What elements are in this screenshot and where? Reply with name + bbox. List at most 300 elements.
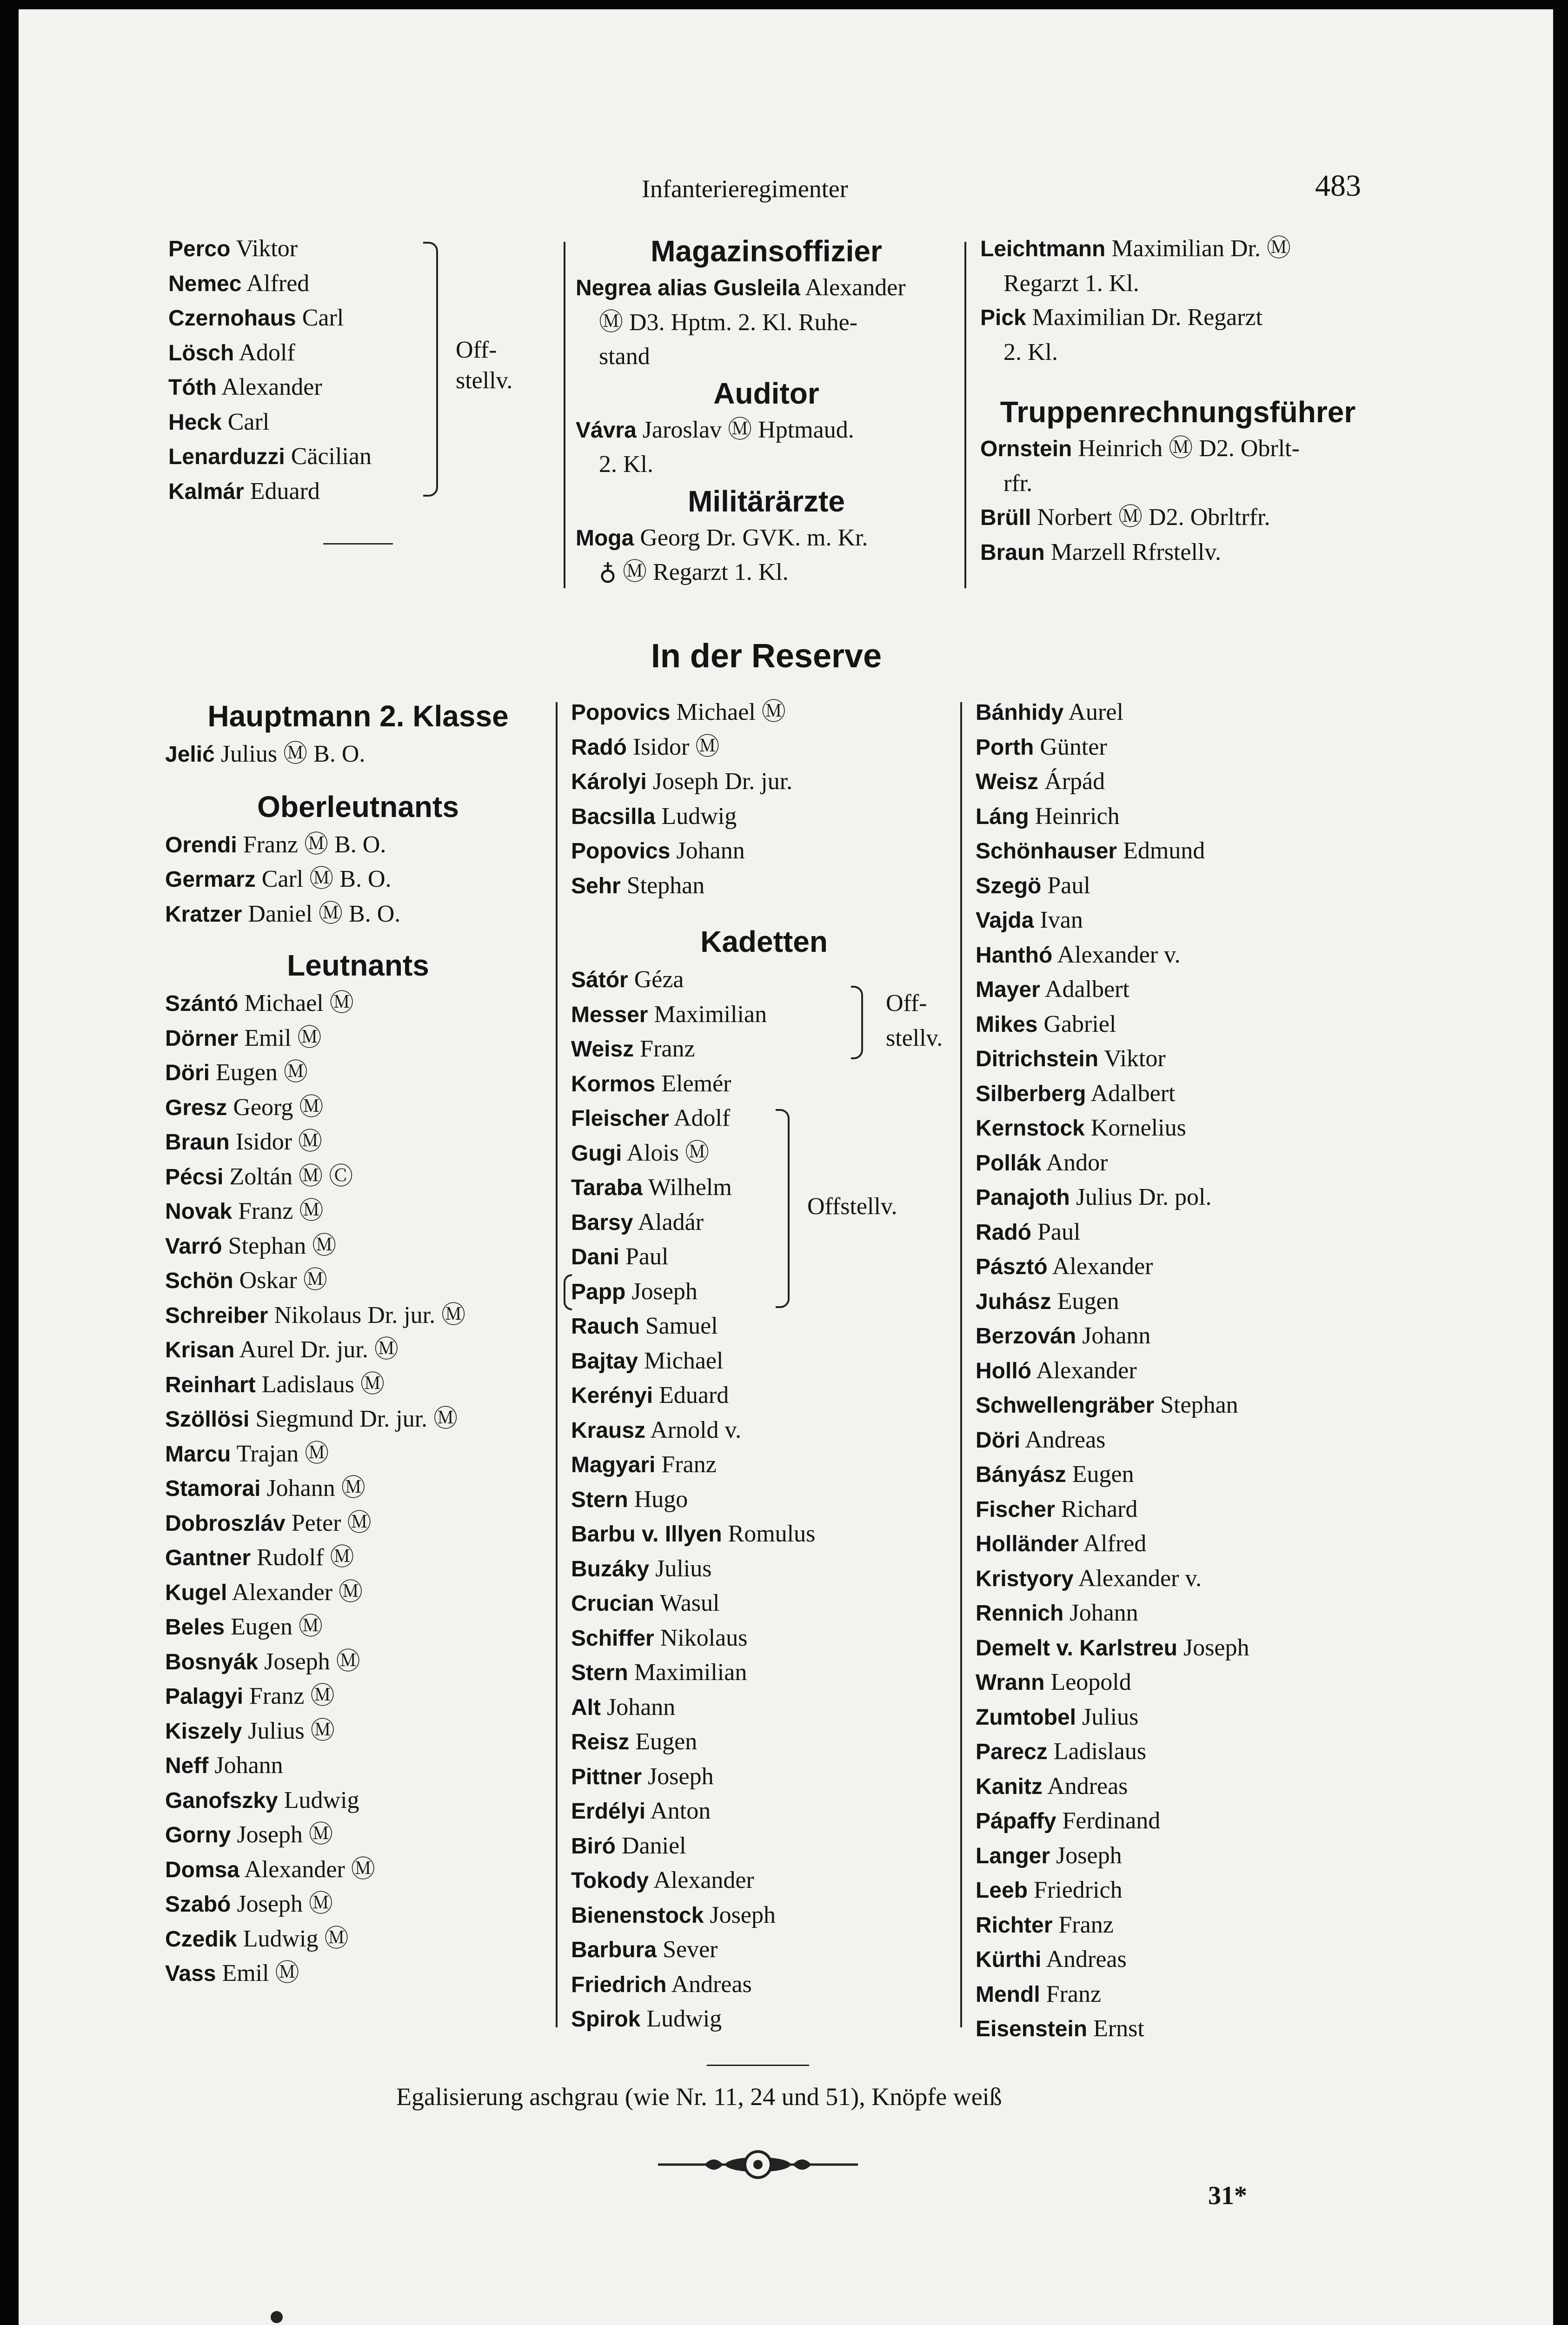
off-group-entry (168, 266, 372, 301)
reserve-name-surname: Rennich (976, 1601, 1064, 1626)
auditor-heading: Auditor (713, 376, 819, 410)
leutnants-list (165, 986, 551, 1991)
reserve-name-entry (976, 1388, 1394, 1423)
leutnant-surname: Domsa (165, 1857, 240, 1882)
kadett-surname: Papp (571, 1279, 626, 1304)
reserve-name-given: Johann (1070, 1600, 1138, 1626)
kadett-entry (571, 1829, 957, 1864)
kadett-given: Elemér (661, 1070, 731, 1097)
leutnant-entry (165, 1645, 551, 1680)
aerzte-line1: Georg Dr. GVK. m. Kr. (640, 524, 868, 551)
oberleutnant-surname: Orendi (165, 832, 237, 857)
off-group-given: Carl (227, 408, 270, 435)
jelic-rest: Julius Ⓜ B. O. (220, 741, 365, 767)
kadett-surname: Weisz (571, 1037, 634, 1062)
kadett-entry (571, 1482, 957, 1517)
leutnant-entry (165, 1783, 551, 1818)
leutnant-given: Ludwig (284, 1787, 359, 1814)
bruell-rest: Norbert Ⓜ D2. Obrltrfr. (1037, 504, 1270, 531)
reserve-name-surname: Mikes (976, 1012, 1038, 1037)
reserve-name-given: Julius Dr. pol. (1076, 1184, 1212, 1210)
reserve-name-entry (976, 695, 1394, 730)
off-group-surname: Czernohaus (168, 306, 296, 331)
leutnant-given: Oskar Ⓜ (239, 1267, 327, 1294)
off-group-surname: Lenarduzzi (168, 445, 285, 469)
braun-rest: Marzell Rfrstellv. (1050, 538, 1221, 565)
kadett-surname: Bienenstock (571, 1903, 704, 1928)
kadett-entry (571, 1760, 957, 1794)
kadett-surname: Alt (571, 1695, 601, 1720)
reserve-officer-surname: Popovics (571, 839, 671, 864)
reserve-officer-entry (571, 695, 957, 730)
leutnant-given: Julius Ⓜ (248, 1717, 335, 1744)
reserve-name-given: Johann (1082, 1322, 1151, 1349)
ornstein-surname: Ornstein (980, 437, 1072, 461)
leutnant-given: Siegmund Dr. jur. Ⓜ (255, 1406, 458, 1432)
kadett-surname: Taraba (571, 1176, 643, 1200)
off-group-surname: Heck (168, 410, 222, 435)
leutnant-entry (165, 1090, 551, 1125)
leutnant-surname: Gantner (165, 1546, 251, 1570)
leutnant-surname: Kiszely (165, 1719, 242, 1744)
ornstein-rest: Heinrich Ⓜ D2. Obrlt- (1078, 435, 1300, 462)
kadetten-brace-2-label: Offstellv. (807, 1193, 897, 1220)
kadetten-brace-2 (776, 1109, 790, 1308)
reserve-name-surname: Szegö (976, 873, 1042, 898)
aerzte-surname: Moga (576, 525, 634, 551)
reserve-name-entry (976, 1284, 1394, 1319)
reserve-name-surname: Vajda (976, 908, 1034, 933)
off-group-label-2: stellv. (456, 367, 513, 394)
column-rule-2-top (964, 242, 966, 588)
leutnant-surname: Marcu (165, 1442, 231, 1467)
leutnant-entry (165, 1194, 551, 1229)
leutnant-surname: Schön (165, 1269, 233, 1293)
leutnant-given: Ludwig Ⓜ (243, 1925, 349, 1952)
reserve-name-entry (976, 1873, 1394, 1908)
leutnant-entry (165, 1575, 551, 1610)
leutnant-entry (165, 1368, 551, 1402)
reserve-name-entry (976, 1734, 1394, 1769)
reserve-name-given: Alexander v. (1057, 941, 1181, 968)
kadett-given: Wilhelm (648, 1174, 732, 1201)
kadett-given: Joseph (631, 1278, 698, 1305)
kadett-surname: Fleischer (571, 1106, 669, 1131)
leutnant-entry (165, 1125, 551, 1160)
reserve-officer-entry (571, 799, 957, 834)
off-group-entry (168, 336, 372, 371)
reserve-name-surname: Mendl (976, 1982, 1040, 2007)
reserve-name-surname: Parecz (976, 1740, 1048, 1764)
leutnants-heading: Leutnants (287, 949, 429, 982)
kadett-entry (571, 1170, 957, 1205)
reserve-name-given: Günter (1040, 733, 1107, 760)
col3-top-section (980, 232, 1375, 570)
reserve-name-given: Joseph (1056, 1842, 1122, 1869)
kadett-surname: Messer (571, 1002, 648, 1027)
reserve-name-entry (976, 1319, 1394, 1354)
kadett-entry (571, 1690, 957, 1725)
kadett-entry (571, 1794, 957, 1829)
reserve-name-surname: Pápaffy (976, 1809, 1056, 1833)
leutnant-surname: Braun (165, 1130, 230, 1155)
kadett-surname: Bajtay (571, 1348, 638, 1374)
reserve-name-surname: Berzován (976, 1324, 1076, 1348)
kadett-entry (571, 1309, 957, 1344)
reserve-officer-list (571, 695, 957, 903)
leutnant-surname: Dobroszláv (165, 1511, 286, 1536)
reserve-name-entry (976, 764, 1394, 799)
reserve-name-surname: Schwellengräber (976, 1393, 1155, 1418)
kadett-given: Maximilian (654, 1001, 767, 1028)
kadett-entry (571, 1448, 957, 1482)
leutnant-surname: Novak (165, 1199, 233, 1224)
kadett-surname: Kerényi (571, 1383, 653, 1408)
kadett-surname: Stern (571, 1661, 628, 1685)
kadett-surname: Erdélyi (571, 1799, 646, 1824)
kadett-surname: Tokody (571, 1868, 649, 1893)
reserve-name-given: Ferdinand (1062, 1807, 1161, 1834)
left-column (165, 695, 551, 1991)
leutnant-given: Rudolf Ⓜ (257, 1544, 354, 1571)
column-rule-1-top (564, 242, 565, 588)
off-group-entry (168, 301, 372, 336)
leutnant-surname: Szántó (165, 991, 239, 1016)
magazin-line1: Alexander (805, 274, 906, 301)
reserve-name-surname: Zumtobel (976, 1705, 1076, 1730)
kadett-given: Ludwig (646, 2006, 722, 2032)
leutnant-entry (165, 1679, 551, 1714)
off-group-entry (168, 474, 372, 509)
leutnant-given: Franz Ⓜ (249, 1683, 335, 1709)
kadett-entry (571, 2002, 957, 2037)
reserve-name-given: Friedrich (1034, 1877, 1123, 1903)
kadett-given: Michael (644, 1347, 724, 1374)
reserve-name-entry (976, 2012, 1394, 2046)
oberleutnant-given: Daniel Ⓜ B. O. (248, 900, 401, 927)
reserve-name-given: Paul (1037, 1218, 1081, 1245)
kadett-surname: Stern (571, 1487, 628, 1512)
leutnant-surname: Pécsi (165, 1164, 224, 1189)
kadett-surname: Pittner (571, 1764, 642, 1789)
oberleutnants-list (165, 828, 551, 932)
reserve-officer-surname: Károlyi (571, 770, 647, 794)
kadett-given: Eduard (659, 1382, 729, 1408)
leutnant-given: Emil Ⓜ (244, 1024, 322, 1051)
reserve-name-given: Andreas (1047, 1773, 1128, 1800)
reserve-name-given: Ivan (1040, 907, 1083, 933)
reserve-name-given: Ernst (1093, 2015, 1144, 2042)
reserve-officer-given: Joseph Dr. jur. (652, 768, 793, 795)
reserve-name-entry (976, 1423, 1394, 1458)
reserve-name-entry (976, 1631, 1394, 1666)
reserve-officer-given: Johann (676, 837, 745, 864)
reserve-name-entry (976, 1977, 1394, 2012)
kadett-given: Daniel (622, 1832, 686, 1859)
auditor-surname: Vávra (576, 418, 637, 443)
reserve-name-surname: Fischer (976, 1497, 1055, 1522)
off-group-surname: Perco (168, 237, 231, 261)
kadett-surname: Barbu v. Illyen (571, 1522, 722, 1547)
reserve-officer-entry (571, 764, 957, 799)
reserve-name-surname: Schönhauser (976, 839, 1117, 864)
reserve-name-given: Stephan (1160, 1392, 1238, 1418)
leutnant-given: Joseph Ⓜ (237, 1891, 333, 1917)
kadett-surname: Magyari (571, 1453, 656, 1477)
leutnant-surname: Szöllösi (165, 1407, 250, 1432)
pick-rest: Maximilian Dr. Regarzt (1032, 304, 1263, 331)
reserve-name-entry (976, 1527, 1394, 1561)
reserve-name-surname: Kürthi (976, 1947, 1042, 1972)
kadett-given: Franz (661, 1451, 717, 1478)
leutnant-surname: Krisan (165, 1338, 235, 1362)
page-number: 483 (1315, 169, 1361, 203)
reserve-name-entry (976, 903, 1394, 938)
reserve-name-entry (976, 1700, 1394, 1735)
reserve-officer-surname: Radó (571, 735, 627, 760)
reserve-name-surname: Juhász (976, 1289, 1051, 1314)
reserve-name-entry (976, 1769, 1394, 1804)
reserve-name-given: Gabriel (1043, 1010, 1116, 1037)
kadett-given: Maximilian (634, 1659, 747, 1686)
kadett-entry (571, 1101, 957, 1136)
reserve-name-surname: Demelt v. Karlstreu (976, 1635, 1177, 1661)
leutnant-given: Isidor Ⓜ (235, 1129, 323, 1155)
reserve-name-entry (976, 834, 1394, 869)
leutnant-entry (165, 1714, 551, 1749)
leutnant-given: Michael Ⓜ (244, 990, 354, 1016)
kadetten-brace-1 (851, 986, 863, 1059)
leutnant-entry (165, 1541, 551, 1575)
leutnant-surname: Beles (165, 1615, 225, 1640)
leutnant-entry (165, 1263, 551, 1298)
leutnant-given: Peter Ⓜ (291, 1509, 372, 1536)
kadett-entry (571, 1136, 957, 1171)
reserve-name-surname: Pásztó (976, 1255, 1048, 1279)
reserve-name-given: Alexander (1052, 1253, 1153, 1280)
kadett-given: Joseph (710, 1901, 776, 1928)
reserve-name-surname: Mayer (976, 977, 1040, 1002)
leutnant-entry (165, 1333, 551, 1368)
reserve-name-entry (976, 730, 1394, 765)
reserve-name-given: Leopold (1050, 1669, 1131, 1695)
kadett-given: Arnold v. (650, 1416, 742, 1443)
aerzte-line2: ♁ Ⓜ Regarzt 1. Kl. (599, 559, 789, 585)
reserve-name-given: Eugen (1057, 1288, 1119, 1315)
reserve-name-entry (976, 1146, 1394, 1181)
leutnant-given: Johann Ⓜ (266, 1475, 365, 1501)
reserve-officer-entry (571, 869, 957, 903)
kadetten-brace-1-label-2: stellv. (886, 1025, 943, 1051)
reserve-name-entry (976, 1492, 1394, 1527)
kadetten-list (571, 963, 957, 2037)
oberleutnant-entry (165, 897, 551, 932)
kadett-entry (571, 1275, 957, 1309)
leutnant-given: Stephan Ⓜ (228, 1232, 337, 1259)
leutnant-entry (165, 1853, 551, 1887)
reserve-name-surname: Holländer (976, 1532, 1079, 1556)
leutnant-given: Trajan Ⓜ (236, 1440, 329, 1467)
kadetten-brace-2-left (564, 1274, 572, 1310)
reserve-name-given: Adalbert (1090, 1080, 1176, 1107)
kadett-entry (571, 1655, 957, 1690)
kadett-given: Alexander (653, 1867, 754, 1893)
leutnant-entry (165, 1748, 551, 1783)
leutnant-entry (165, 1402, 551, 1437)
leutnant-given: Ladislaus Ⓜ (261, 1371, 385, 1398)
reserve-name-entry (976, 1111, 1394, 1146)
reserve-name-given: Alexander v. (1078, 1565, 1202, 1592)
kadett-given: Johann (606, 1694, 676, 1720)
reserve-name-given: Eugen (1072, 1461, 1134, 1488)
reserve-name-entry (976, 1665, 1394, 1700)
reserve-officer-surname: Popovics (571, 700, 671, 725)
reserve-name-surname: Döri (976, 1428, 1020, 1453)
leutnant-entry (165, 986, 551, 1021)
kadett-surname: Rauch (571, 1314, 639, 1339)
leutnant-surname: Neff (165, 1754, 209, 1778)
reserve-name-surname: Bányász (976, 1462, 1066, 1487)
magazin-heading: Magazinsoffizier (651, 234, 882, 268)
reserve-officer-entry (571, 834, 957, 869)
kadett-given: Julius (655, 1555, 712, 1582)
kadett-surname: Krausz (571, 1418, 646, 1443)
kadetten-heading: Kadetten (700, 925, 828, 958)
footer-rule (707, 2065, 809, 2066)
oberleutnant-given: Franz Ⓜ B. O. (243, 831, 386, 858)
short-rule (323, 543, 393, 545)
kadetten-brace-1-label (886, 986, 943, 1056)
reserve-name-entry (976, 938, 1394, 973)
kadett-given: Franz (640, 1036, 695, 1062)
off-group-given: Alfred (246, 270, 310, 297)
leichtmann-surname: Leichtmann (980, 237, 1106, 261)
reserve-name-given: Richard (1061, 1495, 1138, 1522)
leutnant-given: Alexander Ⓜ (232, 1579, 363, 1606)
kadett-given: Nikolaus (660, 1624, 748, 1651)
reserve-name-entry (976, 1215, 1394, 1250)
off-group-surname: Nemec (168, 271, 242, 296)
kadett-entry (571, 1586, 957, 1621)
reserve-name-given: Franz (1046, 1980, 1102, 2007)
reserve-name-given: Andor (1046, 1149, 1108, 1176)
leutnant-given: Joseph Ⓜ (264, 1648, 360, 1675)
kadett-surname: Dani (571, 1245, 620, 1269)
oberleutnant-given: Carl Ⓜ B. O. (261, 866, 392, 892)
reserve-name-given: Edmund (1123, 837, 1205, 864)
leutnant-given: Georg Ⓜ (233, 1094, 324, 1121)
off-group-brace (423, 242, 438, 497)
magazin-surname: Negrea alias Gusleila (576, 276, 800, 300)
middle-column (571, 695, 957, 2037)
reserve-name-surname: Eisenstein (976, 2017, 1088, 2041)
reserve-officer-given: Ludwig (661, 803, 737, 830)
leutnant-given: Emil Ⓜ (222, 1960, 299, 1986)
leutnant-surname: Varró (165, 1234, 222, 1259)
kadett-given: Paul (625, 1243, 669, 1270)
leutnant-entry (165, 1610, 551, 1645)
kadett-given: Alois Ⓜ (626, 1139, 710, 1166)
reserve-name-surname: Hanthó (976, 943, 1053, 968)
kadett-entry (571, 1725, 957, 1760)
kadett-surname: Reisz (571, 1730, 630, 1754)
ornstein-line2: rfr. (1003, 470, 1033, 497)
kadett-entry (571, 1621, 957, 1656)
reserve-officer-given: Isidor Ⓜ (633, 733, 720, 760)
kadett-surname: Sátór (571, 968, 628, 992)
off-group-surname: Lösch (168, 340, 234, 365)
leutnant-entry (165, 1922, 551, 1957)
braun-surname: Braun (980, 540, 1045, 565)
kadett-surname: Buzáky (571, 1556, 650, 1581)
kadett-entry (571, 1517, 957, 1552)
leutnant-given: Nikolaus Dr. jur. Ⓜ (274, 1302, 466, 1329)
pick-surname: Pick (980, 306, 1026, 330)
oberleutnant-entry (165, 828, 551, 863)
rechnung-heading: Truppenrechnungsführer (1000, 395, 1356, 429)
reserve-officer-surname: Sehr (571, 873, 621, 898)
leutnant-entry (165, 1160, 551, 1195)
leutnant-surname: Dörner (165, 1026, 239, 1051)
kadett-entry (571, 1413, 957, 1448)
reserve-title: In der Reserve (651, 638, 882, 675)
leutnant-surname: Bosnyák (165, 1649, 259, 1674)
reserve-name-given: Andreas (1025, 1426, 1106, 1453)
leutnant-surname: Palagyi (165, 1684, 244, 1709)
kadett-surname: Gugi (571, 1141, 622, 1166)
auditor-line1: Jaroslav Ⓜ Hptmaud. (642, 416, 854, 443)
off-group-surname: Tóth (168, 375, 217, 400)
leutnant-entry (165, 1887, 551, 1922)
reserve-officer-entry (571, 730, 957, 765)
kadett-surname: Barbura (571, 1938, 657, 1962)
leutnant-given: Eugen Ⓜ (231, 1614, 323, 1640)
auditor-line2: 2. Kl. (599, 451, 653, 478)
kadett-given: Wasul (659, 1590, 720, 1616)
leutnant-surname: Czedik (165, 1926, 237, 1952)
leutnant-given: Eugen Ⓜ (216, 1059, 308, 1086)
reserve-officer-surname: Bacsilla (571, 804, 656, 829)
reserve-name-given: Adalbert (1044, 976, 1129, 1003)
off-group-entry (168, 405, 372, 440)
kadett-given: Andreas (671, 1971, 752, 1998)
reserve-name-entry (976, 1561, 1394, 1596)
oberleutnant-entry (165, 862, 551, 897)
reserve-name-given: Árpád (1044, 768, 1105, 795)
off-group-label-1: Off- (456, 337, 497, 363)
reserve-name-given: Aurel (1068, 699, 1123, 725)
leutnant-surname: Ganofszky (165, 1788, 278, 1813)
off-group-given: Alexander (221, 374, 322, 400)
reserve-name-given: Alfred (1083, 1530, 1147, 1557)
leutnant-surname: Stamorai (165, 1476, 261, 1501)
pick-line2: 2. Kl. (1003, 339, 1058, 365)
aerzte-heading: Militärärzte (688, 484, 845, 518)
reserve-name-surname: Panajoth (976, 1185, 1070, 1210)
reserve-name-entry (976, 1942, 1394, 1977)
leutnant-entry (165, 1956, 551, 1991)
magazin-line2: Ⓜ D3. Hptm. 2. Kl. Ruhe- (599, 309, 858, 336)
off-group-given: Adolf (239, 339, 295, 366)
off-group-entry (168, 232, 372, 266)
leutnant-entry (165, 1437, 551, 1472)
kadett-entry (571, 1067, 957, 1102)
off-group-given: Viktor (236, 235, 298, 262)
reserve-name-entry (976, 1804, 1394, 1839)
kadett-surname: Friedrich (571, 1972, 667, 1997)
reserve-name-surname: Langer (976, 1843, 1050, 1868)
kadett-given: Samuel (645, 1313, 718, 1339)
